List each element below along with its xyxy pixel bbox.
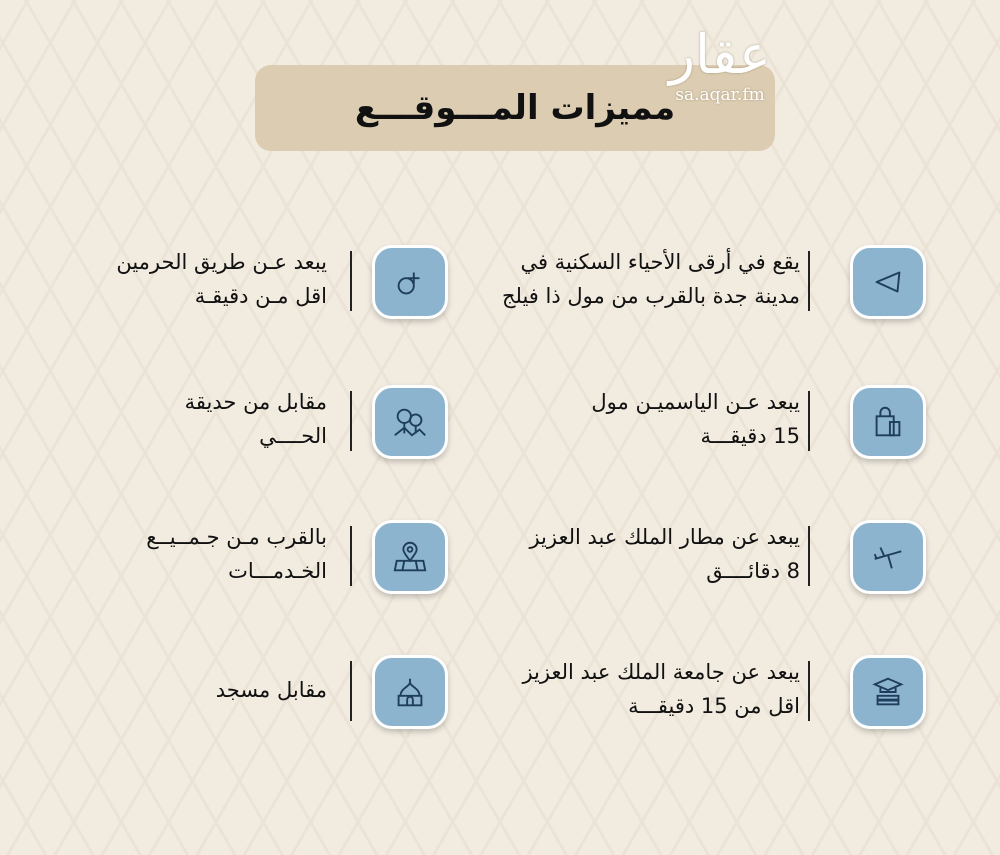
divider xyxy=(350,526,352,586)
feature-text xyxy=(185,385,327,453)
feature-line: يبعد عـن الياسميـن مول xyxy=(591,390,800,414)
feature-line: الحــــي xyxy=(259,424,327,448)
watermark xyxy=(645,25,795,105)
feature-item xyxy=(0,520,1000,590)
watermark-logo: عقار xyxy=(668,23,772,86)
feature-line: يقع في أرقى الأحياء السكنية في xyxy=(520,250,800,274)
watermark-url: sa.aqar.fm xyxy=(675,85,765,105)
feature-line: 8 دقائــــق xyxy=(706,559,800,583)
feature-line: مدينة جدة بالقرب من مول ذا فيلج xyxy=(501,284,800,308)
trees-icon xyxy=(372,385,448,459)
feature-line: مقابل مسجد xyxy=(215,678,327,702)
divider xyxy=(350,391,352,451)
feature-line: يبعد عن جامعة الملك عبد العزيز xyxy=(522,660,800,684)
road-icon xyxy=(372,245,448,319)
feature-text xyxy=(216,673,327,707)
feature-item xyxy=(0,385,1000,455)
feature-item xyxy=(0,245,1000,315)
feature-text xyxy=(116,245,327,313)
feature-line: اقل مـن دقيقـة xyxy=(194,284,327,308)
mosque-icon xyxy=(372,655,448,729)
feature-line: 15 دقيقـــة xyxy=(700,424,800,448)
page-title: مميزات المـــوقـــع xyxy=(354,88,676,128)
feature-line: يبعد عن مطار الملك عبد العزيز xyxy=(529,525,800,549)
map-pin-icon xyxy=(372,520,448,594)
feature-line: مقابل من حديقة xyxy=(184,390,327,414)
feature-line: اقل من 15 دقيقـــة xyxy=(628,694,800,718)
feature-line: بالقرب مـن جـمــيــع xyxy=(146,525,327,549)
divider xyxy=(350,251,352,311)
divider xyxy=(350,661,352,721)
feature-line: الخـدمـــات xyxy=(228,559,327,583)
feature-item xyxy=(0,655,1000,725)
feature-text xyxy=(146,520,327,588)
feature-line: يبعد عـن طريق الحرمين xyxy=(116,250,327,274)
